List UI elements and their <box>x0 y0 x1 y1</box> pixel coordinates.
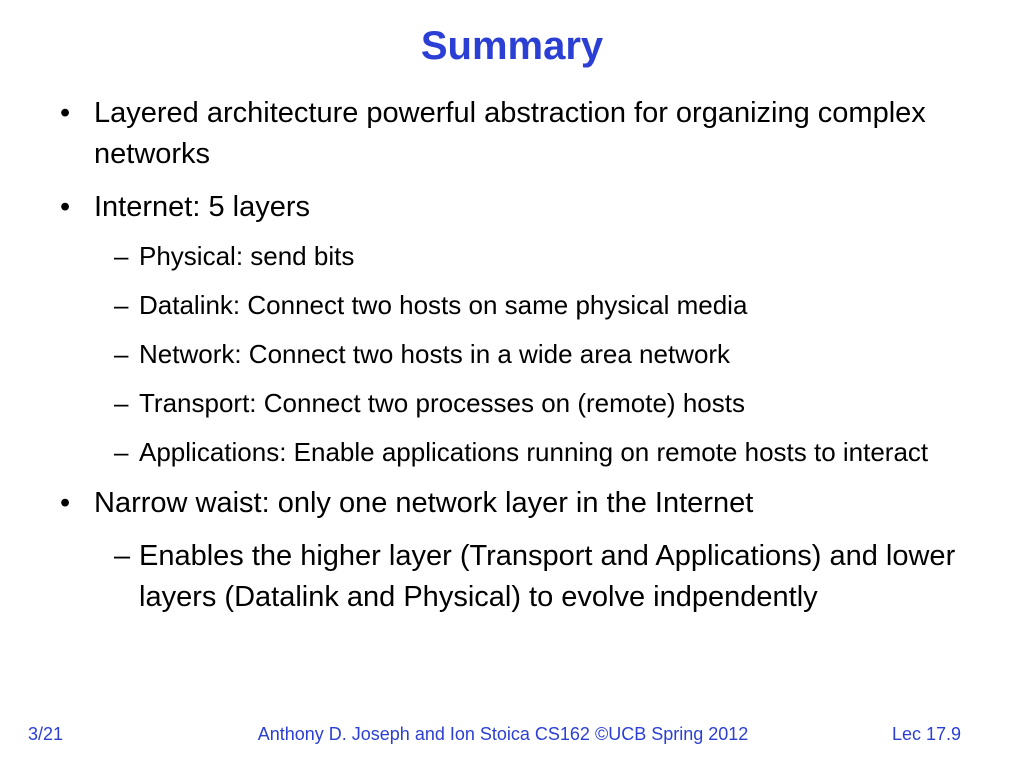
bullet-marker: • <box>60 97 71 129</box>
bullet-text: Internet: 5 layers <box>94 191 310 223</box>
bullet-marker: • <box>60 191 71 223</box>
sub-bullet-text: Physical: send bits <box>139 241 355 271</box>
sub-bullet-item <box>114 238 960 274</box>
sub-bullet-list <box>60 238 960 470</box>
dash-marker: – <box>114 437 129 467</box>
bullet-item <box>60 187 960 228</box>
footer-lecture-number: Lec 17.9 <box>891 724 961 744</box>
sub-bullet-item <box>114 434 960 470</box>
footer-date: 3/21 <box>28 724 64 744</box>
bullet-text: Layered architecture powerful abstraction for organizing complex networks <box>94 97 926 170</box>
sub-bullet-list <box>60 536 960 618</box>
sub-bullet-text: Datalink: Connect two hosts on same physical media <box>139 290 748 320</box>
sub-bullet-text: Transport: Connect two processes on (remote) hosts <box>139 388 745 418</box>
sub-bullet-item <box>114 336 960 372</box>
bullet-marker: • <box>60 487 71 519</box>
sub-bullet-text: Applications: Enable applications running on remote hosts to interact <box>139 437 929 467</box>
sub-bullet-text: Network: Connect two hosts in a wide area network <box>139 339 731 369</box>
sub-bullet-item <box>114 536 960 618</box>
dash-marker: – <box>114 290 129 320</box>
sub-bullet-item <box>114 287 960 323</box>
dash-marker: – <box>114 388 129 418</box>
sub-bullet-item <box>114 385 960 421</box>
dash-marker: – <box>114 241 129 271</box>
bullet-list <box>60 93 960 631</box>
dash-marker: – <box>114 339 129 369</box>
dash-marker: – <box>114 540 131 572</box>
bullet-text: Narrow waist: only one network layer in the Internet <box>94 487 754 519</box>
bullet-item <box>60 483 960 524</box>
slide-title: Summary <box>420 24 604 68</box>
bullet-item <box>60 93 960 175</box>
sub-bullet-text: Enables the higher layer (Transport and Applications) and lower layers (Datalink and Physical) to evolve indpendently <box>139 540 956 613</box>
footer-credit: Anthony D. Joseph and Ion Stoica CS162 ©UCB Spring 2012 <box>257 724 749 744</box>
